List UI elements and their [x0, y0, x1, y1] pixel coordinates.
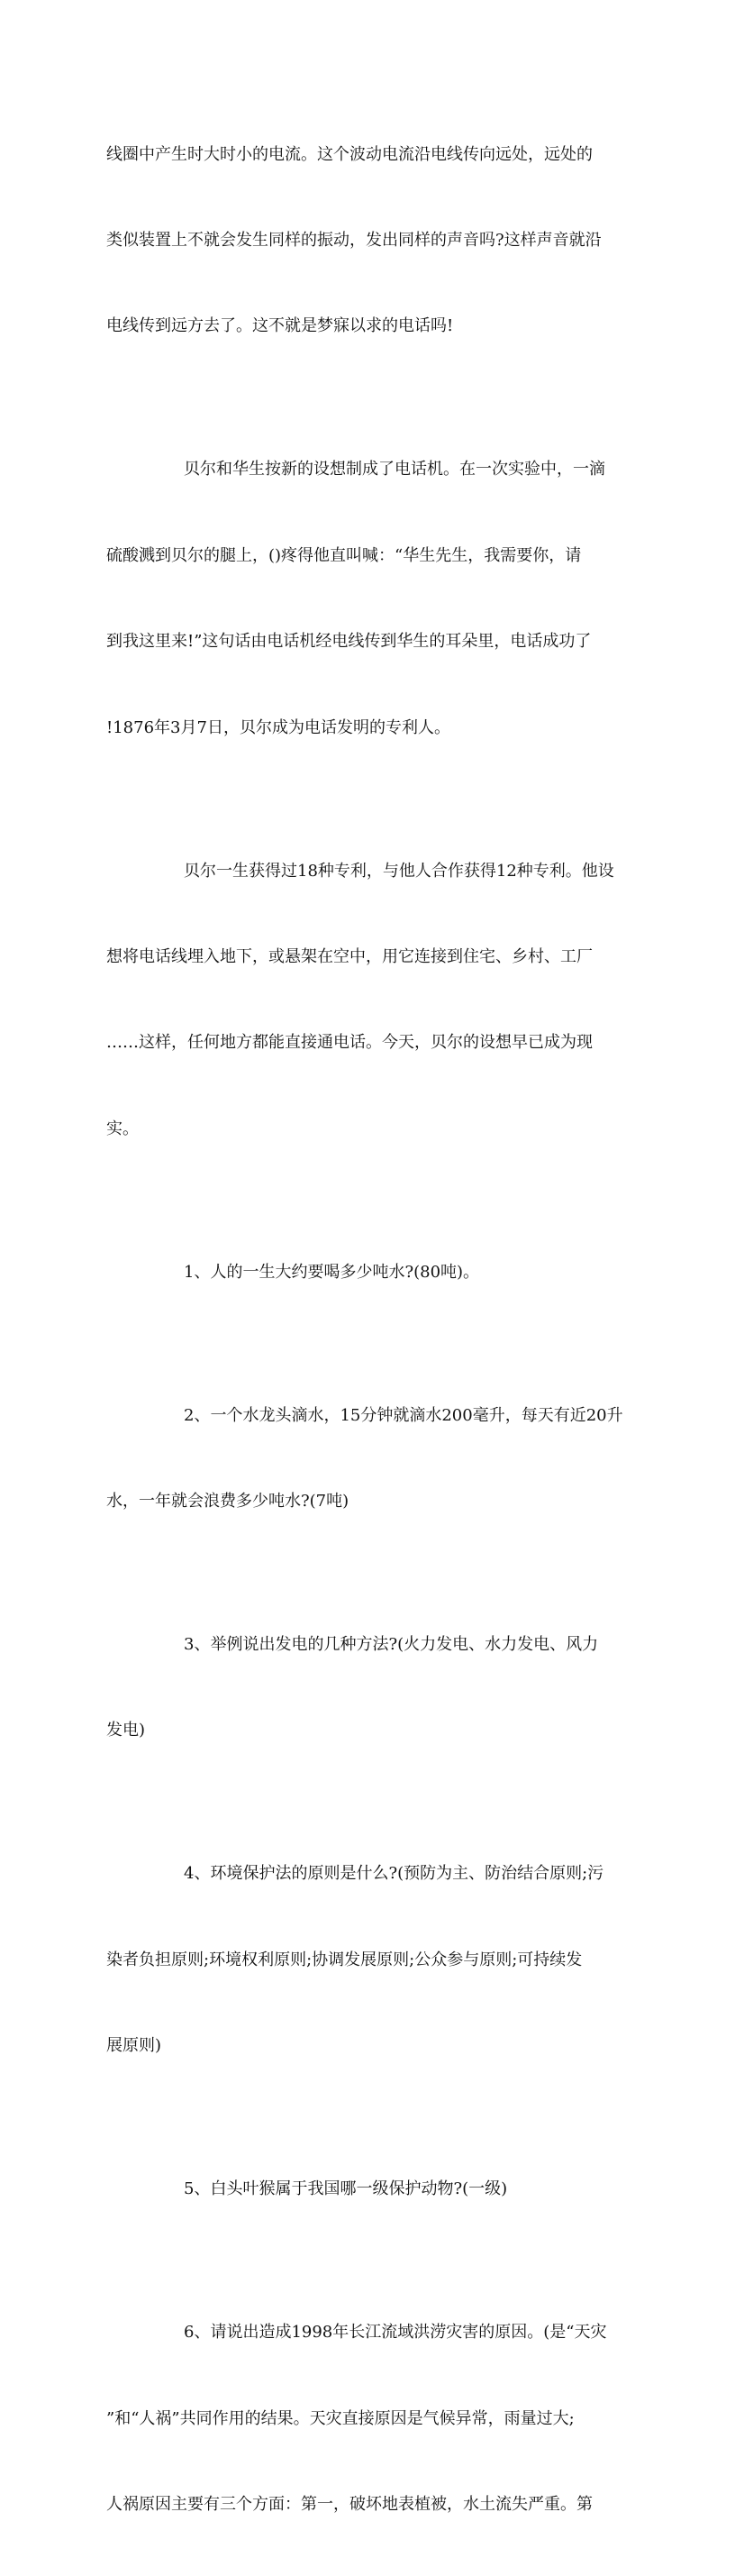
document-body [106, 83, 623, 2576]
question-3 [106, 1573, 618, 1802]
text-line: !1876年3月7日，贝尔成为电话发明的专利人。 [106, 717, 450, 737]
text-line: 实。 [106, 1119, 139, 1138]
question-6 [106, 2261, 618, 2576]
question-4 [106, 1803, 618, 2118]
text-line: 水，一年就会浪费多少吨水?(7吨) [106, 1492, 349, 1512]
text-line: 6、请说出造成1998年长江流域洪涝灾害的原因。(是“天灾 [184, 2323, 607, 2343]
text-line: 贝尔和华生按新的设想制成了电话机。在一次实验中，一滴 [184, 460, 605, 480]
text-line: 人祸原因主要有三个方面：第一，破坏地表植被，水土流失严重。第 [106, 2494, 593, 2514]
text-line: ……这样，任何地方都能直接通电话。今天，贝尔的设想早已成为现 [106, 1033, 593, 1053]
text-line: 3、举例说出发电的几种方法?(火力发电、水力发电、风力 [184, 1635, 599, 1655]
text-line: 展原则) [106, 2036, 162, 2056]
paragraph-bell-experiment [106, 398, 618, 799]
text-line: 5、白头叶猴属于我国哪一级保护动物?(一级) [184, 2179, 508, 2199]
paragraph-bell-patents [106, 799, 618, 1201]
text-line: 染者负担原则;环境权利原则;协调发展原则;公众参与原则;可持续发 [106, 1950, 583, 1969]
text-line: 线圈中产生时大时小的电流。这个波动电流沿电线传向远处，远处的 [106, 144, 593, 164]
text-line: 发电) [106, 1721, 146, 1740]
text-line: 硫酸溅到贝尔的腿上，()疼得他直叫喊：“华生先生，我需要你，请 [106, 545, 582, 565]
text-line: 电线传到远方去了。这不就是梦寐以求的电话吗! [106, 316, 454, 336]
text-line: 类似装置上不就会发生同样的振动，发出同样的声音吗?这样声音就沿 [106, 230, 602, 250]
text-line: ”和“人祸”共同作用的结果。天灾直接原因是气候异常，雨量过大; [106, 2408, 575, 2428]
text-line: 贝尔一生获得过18种专利，与他人合作获得12种专利。他设 [184, 861, 614, 881]
text-line: 想将电话线埋入地下，或悬架在空中，用它连接到住宅、乡村、工厂 [106, 946, 593, 966]
question-1 [106, 1201, 618, 1344]
question-5 [106, 2118, 618, 2261]
text-line: 2、一个水龙头滴水，15分钟就滴水200毫升，每天有近20升 [184, 1405, 623, 1425]
text-line: 到我这里来!”这句话由电话机经电线传到华生的耳朵里，电话成功了 [106, 632, 592, 652]
text-line: 4、环境保护法的原则是什么?(预防为主、防治结合原则;污 [184, 1864, 604, 1884]
paragraph-telephone-principle [106, 83, 618, 398]
text-line: 1、人的一生大约要喝多少吨水?(80吨)。 [184, 1262, 480, 1282]
question-2 [106, 1344, 623, 1573]
